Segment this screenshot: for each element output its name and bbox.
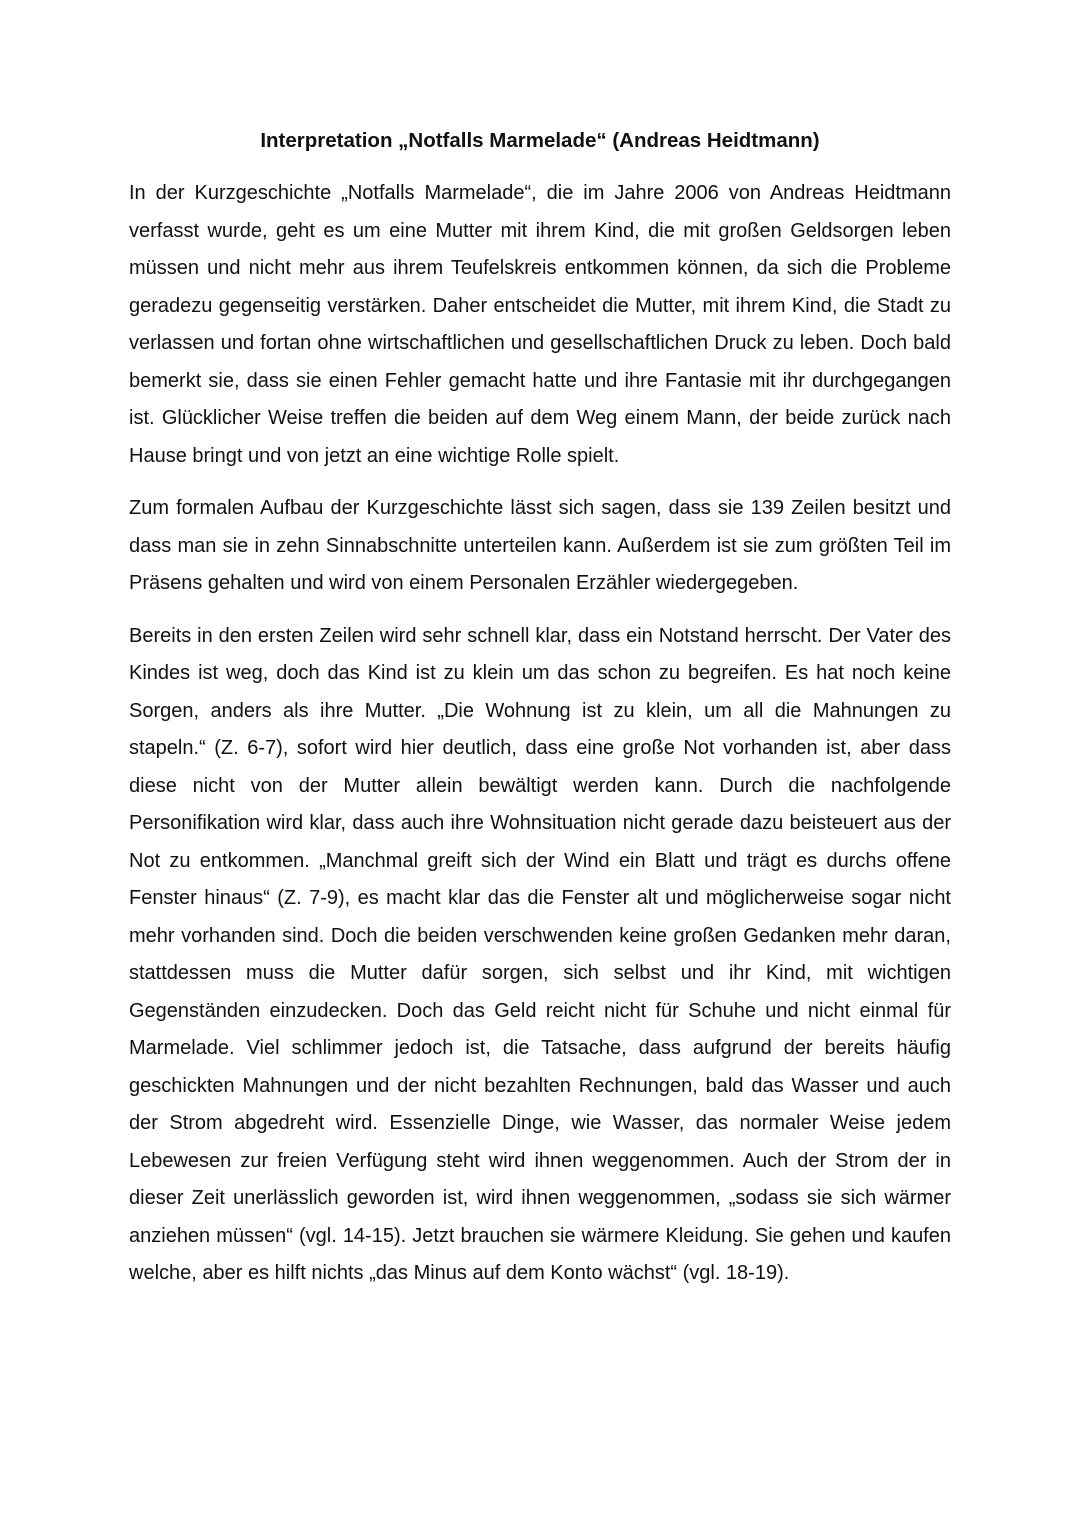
paragraph-summary: In der Kurzgeschichte „Notfalls Marmelade“, die im Jahre 2006 von Andreas Heidtmann verfasst wurde, geht es um eine Mutter mit ihrem Kind, die mit großen Geldsorgen leben müssen und nicht mehr aus ihrem Teufelskreis entkommen können, da sich die Probleme geradezu gegenseitig verstärken. Daher entscheidet die Mutter, mit ihrem Kind, die Stadt zu verlassen und fortan ohne wirtschaftlichen und gesellschaftlichen Druck zu leben. Doch bald bemerkt sie, dass sie einen Fehler gemacht hatte und ihre Fantasie mit ihr durchgegangen ist. Glücklicher Weise treffen die beiden auf dem Weg einem Mann, der beide zurück nach Hause bringt und von jetzt an eine wichtige Rolle spielt. bbox=[129, 182, 951, 467]
document-title: Interpretation „Notfalls Marmelade“ (Andreas Heidtmann) bbox=[260, 129, 820, 152]
document-body bbox=[129, 175, 951, 1308]
paragraph-formal-structure: Zum formalen Aufbau der Kurzgeschichte lässt sich sagen, dass sie 139 Zeilen besitzt und dass man sie in zehn Sinnabschnitte unterteilen kann. Außerdem ist sie zum größten Teil im Präsens gehalten und wird von einem Personalen Erzähler wiedergegeben. bbox=[129, 497, 951, 594]
paragraph-analysis: Bereits in den ersten Zeilen wird sehr schnell klar, dass ein Notstand herrscht. Der Vater des Kindes ist weg, doch das Kind ist zu klein um das schon zu begreifen. Es hat noch keine Sorgen, anders als ihre Mutter. „Die Wohnung ist zu klein, um all die Mahnungen zu stapeln.“ (Z. 6-7), sofort wird hier deutlich, dass eine große Not vorhanden ist, aber dass diese nicht von der Mutter allein bewältigt werden kann. Durch die nachfolgende Personifikation wird klar, dass auch ihre Wohnsituation nicht gerade dazu beisteuert aus der Not zu entkommen. „Manchmal greift sich der Wind ein Blatt und trägt es durchs offene Fenster hinaus“ (Z. 7-9), es macht klar das die Fenster alt und möglicherweise sogar nicht mehr vorhanden sind. Doch die beiden verschwenden keine großen Gedanken mehr daran, stattdessen muss die Mutter dafür sorgen, sich selbst und ihr Kind, mit wichtigen Gegenständen einzudecken. Doch das Geld reicht nicht für Schuhe und nicht einmal für Marmelade. Viel schlimmer jedoch ist, die Tatsache, dass aufgrund der bereits häufig geschickten Mahnungen und der nicht bezahlten Rechnungen, bald das Wasser und auch der Strom abgedreht wird. Essenzielle Dinge, wie Wasser, das normaler Weise jedem Lebewesen zur freien Verfügung steht wird ihnen weggenommen. Auch der Strom der in dieser Zeit unerlässlich geworden ist, wird ihnen weggenommen, „sodass sie sich wärmer anziehen müssen“ (vgl. 14-15). Jetzt brauchen sie wärmere Kleidung. Sie gehen und kaufen welche, aber es hilft nichts „das Minus auf dem Konto wächst“ (vgl. 18-19). bbox=[129, 624, 951, 1284]
